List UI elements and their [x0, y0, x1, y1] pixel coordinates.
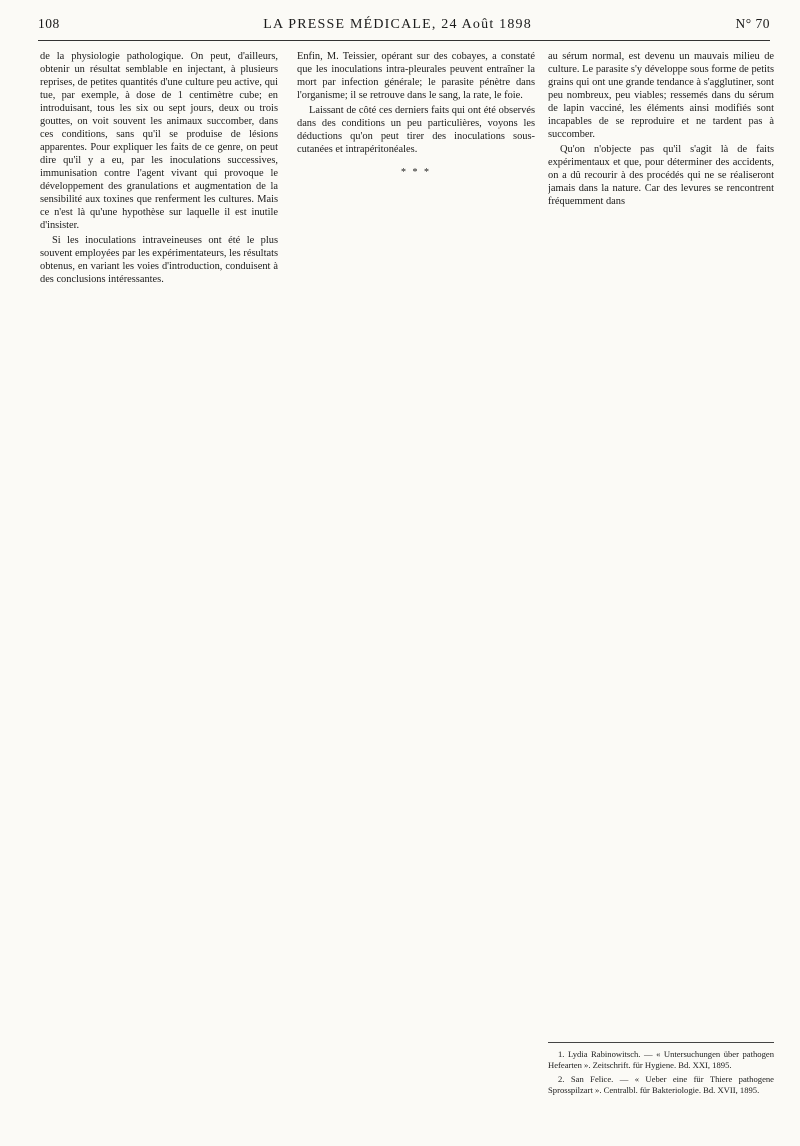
journal-title: LA PRESSE MÉDICALE, 24 Août 1898 [263, 17, 532, 32]
col3-paragraph-1: au sérum normal, est devenu un mauvais milieu de culture. Le parasite s'y développe sous forme de petits grains qui ont une grande tendance à s'agglutiner, sont peu nombreux, peu viables; ressemés dans du sérum de lapin vacciné, les éléments ainsi modifiés sont incapables de se reproduire et ne tardent pas à succomber. [548, 51, 774, 140]
page-header [38, 16, 770, 42]
column-3 [548, 50, 774, 1035]
header-rule [38, 40, 770, 41]
issue-number: N° 70 [735, 16, 770, 31]
col2-paragraph-1: Enfin, M. Teissier, opérant sur des cobayes, a constaté que les inoculations intra-pleurales peuvent entraîner la mort par infection générale; le parasite pénètre dans l'organisme; il se retrouve dans le sang, la rate, le foie. [297, 51, 535, 101]
col1-paragraph-2: Si les inoculations intraveineuses ont été le plus souvent employées par les expérimentateurs, les résultats obtenus, en variant les voies d'introduction, conduisent à des conclusions intéressantes. [40, 235, 278, 285]
column-1 [40, 50, 278, 1135]
col1-paragraph-1: de la physiologie pathologique. On peut, d'ailleurs, obtenir un résultat semblable en injectant, à plusieurs reprises, de petites quantités d'une culture peu active, qui tue, par exemple, à dose de 1 centimètre cube; en introduisant, tous les six ou sept jours, deux ou trois gouttes, on voit souvent les animaux succomber, dans ces conditions, sans qu'il se produise de lésions apparentes. Pour expliquer les faits de ce genre, on peut dire qu'il y a eu, par les inoculations successives, immunisation contre l'agent vivant qui provoque le développement des granulations et augmentation de la sensibilité aux toxines que renferment les cultures. Mais ce n'est là qu'une hypothèse sur laquelle il est inutile d'insister. [40, 51, 278, 231]
col3-paragraph-last: Qu'on n'objecte pas qu'il s'agit là de faits expérimentaux et que, pour déterminer des accidents, on a dû recourir à des procédés qui ne se réaliseront jamais dans la nature. Car des levures se rencontrent fréquemment dans [548, 144, 774, 207]
section-separator: * * * [401, 167, 431, 178]
page-number: 108 [38, 16, 60, 31]
footnote-2: 2. San Felice. — « Ueber eine für Thiere pathogene Sprosspilzart ». Centralbl. für Bakteriologie. Bd. XVII, 1895. [548, 1074, 774, 1095]
footnote-1: 1. Lydia Rabinowitsch. — « Untersuchungen über pathogen Hefearten ». Zeitschrift. für Hygiene. Bd. XXI, 1895. [548, 1049, 774, 1070]
footnotes [548, 1042, 774, 1099]
column-2 [297, 50, 535, 1135]
col2-paragraph-2: Laissant de côté ces derniers faits qui ont été observés dans des conditions un peu particulières, voyons les déductions qu'on peut tirer des inoculations sous-cutanées et intrapéritonéales. [297, 105, 535, 155]
